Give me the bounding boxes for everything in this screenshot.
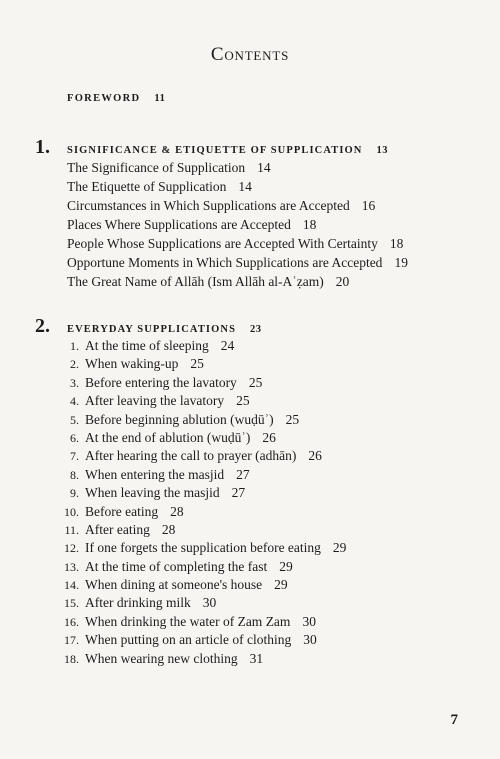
entry-number: 3. [70,375,79,390]
entry-number: 5. [70,412,79,427]
entry-page: 16 [361,198,376,213]
entry-page: 29 [274,577,288,593]
entry-page: 26 [262,429,276,445]
entry-text: At the time of completing the fast [85,558,268,574]
entry-number: 9. [70,486,79,501]
entry-text: Circumstances in Which Supplications are Accepted [67,198,350,213]
entry-text: People Whose Supplications are Accepted With Certainty [67,236,378,251]
entry-page: 19 [394,255,408,270]
entry-page: 25 [236,393,250,409]
toc-entry[interactable] [35,503,475,521]
toc-entry[interactable] [67,196,475,215]
page-number: 7 [450,712,458,728]
toc-entry[interactable] [35,374,475,392]
entry-page: 27 [236,466,250,482]
section-page: 13 [376,145,388,156]
entry-text: When waking-up [85,356,179,372]
entry-page: 20 [335,274,350,289]
section-page: 23 [250,324,262,335]
section-number: 2. [35,315,50,337]
toc-entry[interactable] [35,392,475,410]
entry-text: When entering the masjid [85,466,225,482]
section-title [67,324,262,335]
entry-page: 28 [170,503,184,519]
entry-page: 27 [231,485,246,501]
toc-entry[interactable] [35,355,475,373]
entry-page: 29 [279,558,293,574]
toc-entry[interactable] [67,215,475,234]
toc-entry[interactable] [35,650,475,668]
entry-text: When leaving the masjid [85,485,220,501]
entry-text: The Etiquette of Supplication [67,179,227,194]
section-title [67,145,388,156]
entry-text: Places Where Supplications are Accepted [67,217,291,232]
toc-entry[interactable] [35,576,475,594]
toc-entry[interactable] [67,158,475,177]
entry-page: 18 [389,236,404,251]
section-1-list [35,158,475,291]
entry-text: The Great Name of Allāh (Ism Allāh al-Aʿẓam) [67,274,324,289]
entry-number: 8. [70,467,79,482]
entry-text: Opportune Moments in Which Supplications are Accepted [67,255,383,270]
entry-text: At the time of sleeping [85,338,209,353]
entry-number: 7. [70,449,79,464]
entry-text: When dining at someone's house [85,577,263,593]
entry-page: 25 [248,374,263,390]
section-2 [35,315,475,668]
entry-text: When drinking the water of Zam Zam [85,613,291,629]
entry-number: 10. [64,504,79,519]
entry-number: 16. [64,614,79,629]
entry-text: Before entering the lavatory [85,374,237,390]
entry-text: Before eating [85,503,159,519]
entry-page: 14 [257,160,271,175]
entry-page: 29 [332,540,347,556]
entry-text: When putting on an article of clothing [85,632,292,648]
toc-entry[interactable] [35,631,475,649]
page-title: Contents [210,44,290,65]
entry-text: After drinking milk [85,595,191,611]
entry-page: 30 [302,613,316,629]
section-title-text: SIGNIFICANCE & ETIQUETTE OF SUPPLICATION [67,145,363,156]
toc-foreword[interactable] [67,93,165,104]
entry-number: 6. [70,430,79,445]
toc-entry[interactable] [35,539,475,557]
entry-page: 24 [220,338,235,353]
entry-text: When wearing new clothing [85,650,238,666]
toc-entry[interactable] [35,521,475,539]
toc-entry[interactable] [67,253,475,272]
entry-text: Before beginning ablution (wuḍūʾ) [85,411,274,427]
toc-entry[interactable] [35,447,475,465]
entry-number: 1. [70,339,79,353]
entry-number: 2. [70,357,79,372]
entry-number: 13. [64,559,79,574]
section-1 [35,136,475,291]
entry-page: 30 [303,632,317,648]
toc-entry[interactable] [35,466,475,484]
entry-page: 28 [161,521,176,537]
entry-page: 25 [285,411,300,427]
entry-number: 4. [70,394,79,409]
entry-page: 26 [308,448,322,464]
entry-number: 17. [64,633,79,648]
entry-text: After hearing the call to prayer (adhān) [85,448,297,464]
toc-entry[interactable] [35,594,475,612]
entry-text: The Significance of Supplication [67,160,246,175]
entry-text: After leaving the lavatory [85,393,225,409]
toc-entry[interactable] [35,337,475,355]
section-title-text: EVERYDAY SUPPLICATIONS [67,324,237,335]
entry-number: 12. [64,541,79,556]
entry-text: If one forgets the supplication before eating [85,540,321,556]
entry-number: 14. [64,578,79,593]
toc-entry[interactable] [67,177,475,196]
toc-entry[interactable] [35,411,475,429]
section-number: 1. [35,136,50,158]
toc-entry[interactable] [35,613,475,631]
entry-number: 11. [64,522,79,537]
section-2-heading[interactable] [35,315,475,337]
entry-page: 18 [302,217,317,232]
foreword-label: FOREWORD [67,93,141,104]
toc-entry[interactable] [35,429,475,447]
entry-text: At the end of ablution (wuḍūʾ) [85,429,251,445]
entry-page: 14 [238,179,252,194]
entry-page: 30 [202,595,217,611]
toc-entry[interactable] [35,484,475,502]
entry-number: 18. [64,651,79,666]
toc-entry[interactable] [67,234,475,253]
foreword-page: 11 [154,93,166,104]
toc-entry[interactable] [67,272,475,291]
toc-entry[interactable] [35,558,475,576]
entry-number: 15. [64,596,79,611]
section-1-heading[interactable] [35,136,475,158]
entry-text: After eating [85,521,150,537]
entry-page: 25 [190,356,204,372]
section-2-list [35,337,475,668]
entry-page: 31 [249,650,264,666]
